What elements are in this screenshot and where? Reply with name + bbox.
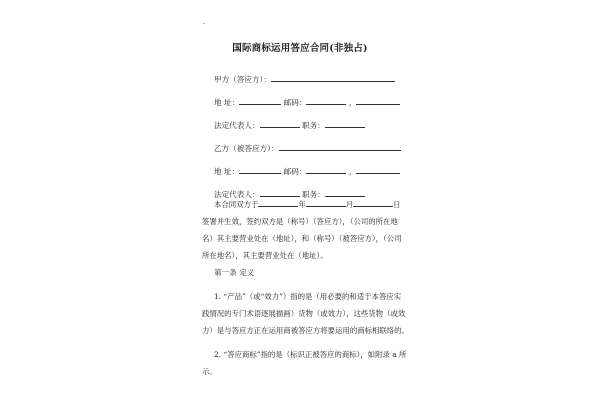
preamble-day-blank <box>353 198 393 207</box>
page-mark: · <box>203 20 206 28</box>
preamble-line-2: 签署并生效，签约双方是（称号）（答应方），（公司的所在地 <box>202 217 398 226</box>
party-b-rep-blank <box>260 188 300 197</box>
preamble-text-a: 本合同双方于 <box>214 200 259 209</box>
party-b-position-label: 职务： <box>301 190 325 199</box>
clause-2 <box>202 348 407 382</box>
party-a-position-blank <box>325 119 365 128</box>
preamble-line-1 <box>202 198 402 215</box>
party-b-label: 乙方（被答应方）： <box>214 144 279 153</box>
party-b-postcode-label: 邮码： <box>283 167 307 176</box>
clause-2-line-1 <box>202 348 407 365</box>
clause-1-line-2: 践情况的专门术语逐展描画）货物（或效力），这些货物（或效 <box>202 309 406 318</box>
party-a-sep: ， <box>348 98 357 107</box>
preamble-paragraph <box>202 198 402 266</box>
clause-2-text-1: 2. “答应商标”指的是（标识正被答应的商标），如附录 a 所 <box>214 350 407 359</box>
clause-1-line-3: 力）是与答应方正在运用商被答应方将要运用的商标相联络的。 <box>202 326 409 335</box>
clause-1-line-1 <box>202 290 402 307</box>
party-a-rep-line <box>214 119 365 131</box>
party-b-blank <box>279 142 401 151</box>
preamble-text-d: 日 <box>393 200 401 209</box>
party-a-address-label: 地 址： <box>214 98 240 107</box>
party-b-address-line <box>214 165 400 177</box>
party-b-address-blank <box>239 165 281 174</box>
party-a-line <box>214 73 395 85</box>
party-a-address-line <box>214 96 400 108</box>
party-b-rep-label: 法定代表人： <box>214 190 260 199</box>
section-1-heading: 第一条 定义 <box>214 268 255 277</box>
party-b-extra-blank <box>356 165 400 174</box>
party-a-rep-label: 法定代表人： <box>214 121 260 130</box>
party-b-line <box>214 142 401 154</box>
party-b-address-label: 地 址： <box>214 167 240 176</box>
party-a-postcode-blank <box>306 96 346 105</box>
preamble-line-3: 名）其主要营业处在（地址），和（称号）（被答应方），（公司 <box>202 234 402 243</box>
party-a-rep-blank <box>260 119 300 128</box>
party-a-blank <box>271 73 395 82</box>
preamble-line-4: 所在地名），其主要营业处在（地址）。 <box>202 251 328 260</box>
party-b-sep: ， <box>348 167 357 176</box>
clause-1-text-1: 1. “产品”（或“效力”）指的是（用必要的和适于本答应实 <box>214 292 402 301</box>
party-a-extra-blank <box>356 96 400 105</box>
party-b-position-blank <box>325 188 365 197</box>
preamble-text-b: 年 <box>298 200 306 209</box>
party-a-address-blank <box>239 96 281 105</box>
document-title: 国际商标运用答应合同(非独占) <box>232 43 368 54</box>
preamble-year-blank <box>258 198 298 207</box>
party-a-position-label: 职务： <box>301 121 325 130</box>
preamble-text-c: 月 <box>345 200 354 209</box>
clause-2-line-2: 示。 <box>202 367 217 376</box>
clause-1 <box>202 290 409 341</box>
party-a-label: 甲方（答应方）： <box>214 75 271 84</box>
party-b-postcode-blank <box>306 165 346 174</box>
preamble-month-blank <box>306 198 346 207</box>
party-a-postcode-label: 邮码： <box>283 98 307 107</box>
